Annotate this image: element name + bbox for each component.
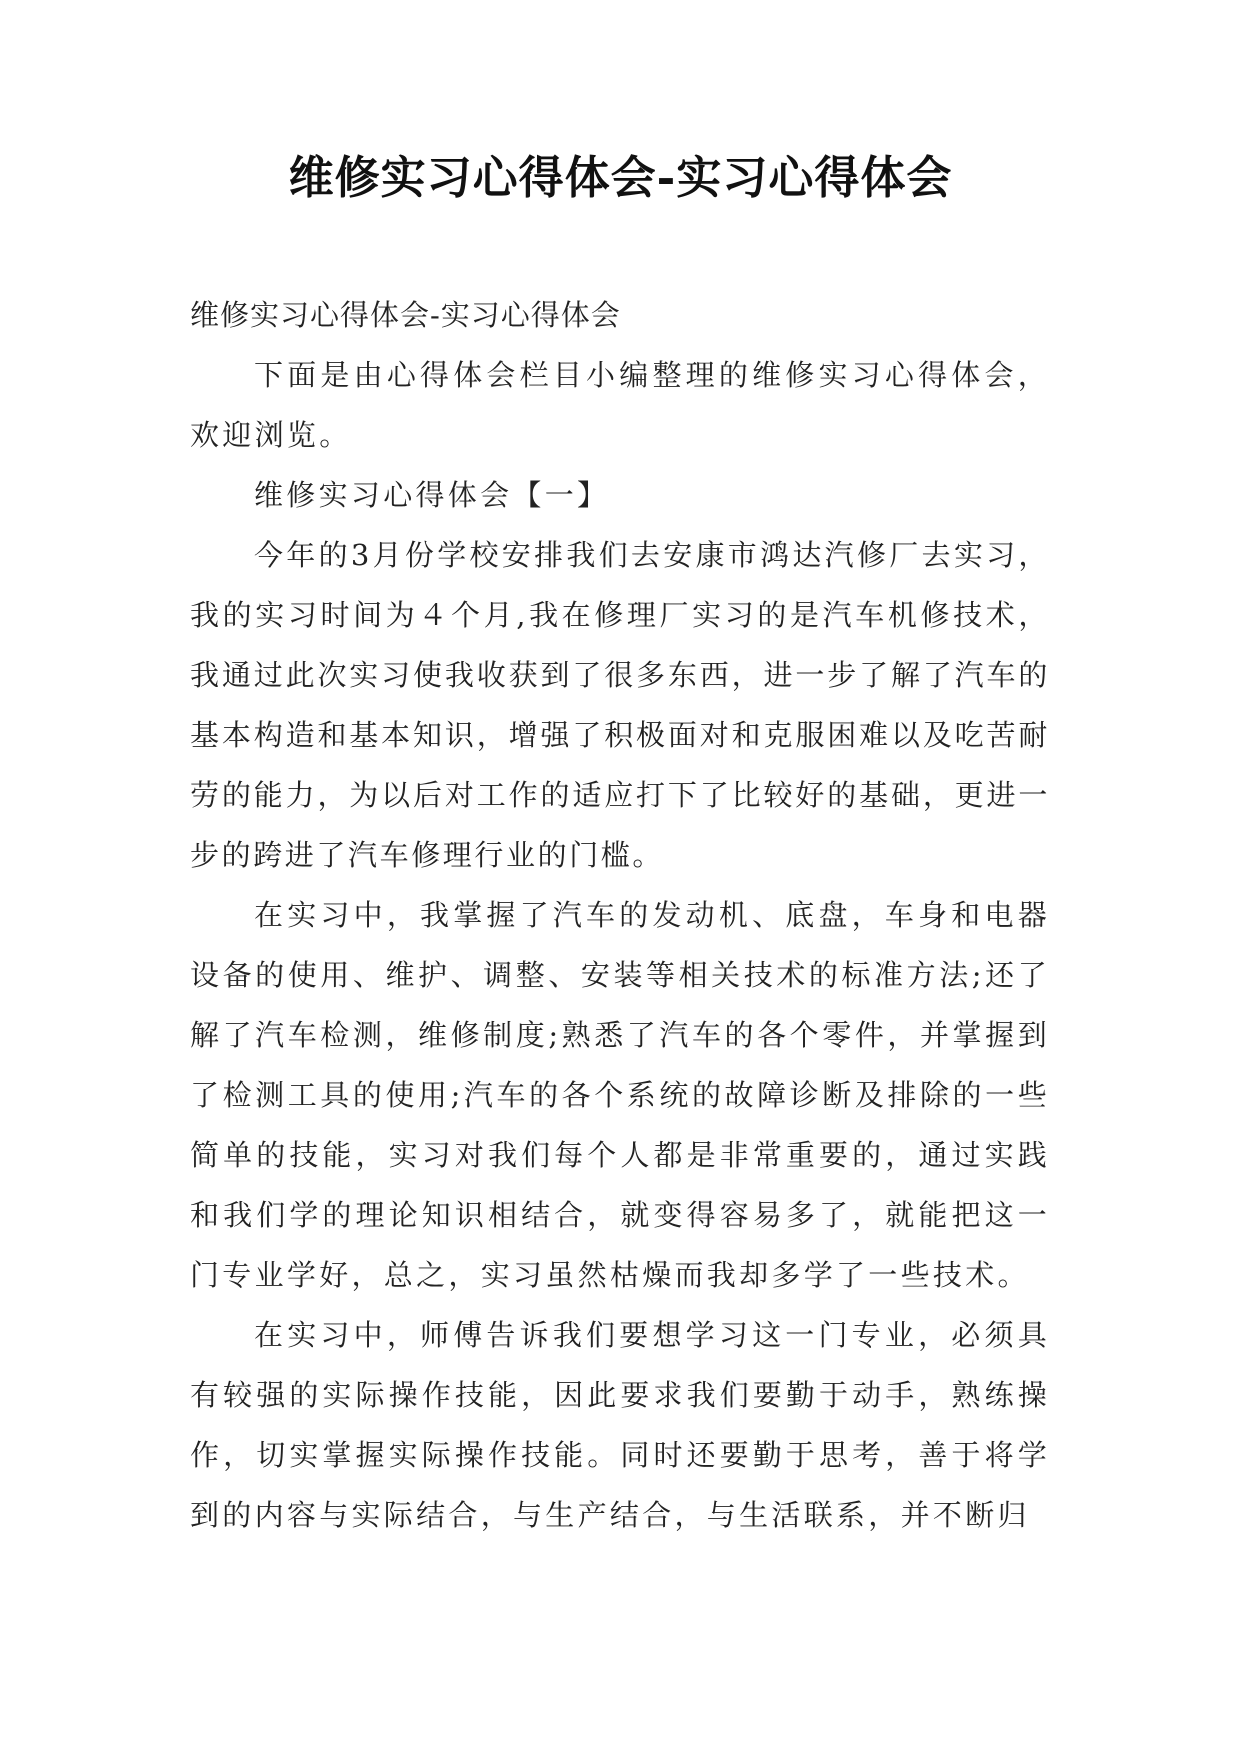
document-subtitle: 维修实习心得体会-实习心得体会 [190, 298, 621, 332]
body-paragraph: 在实习中，师傅告诉我们要想学习这一门专业，必须具有较强的实际操作技能，因此要求我们要勤于动手，熟练操作，切实掌握实际操作技能。同时还要勤于思考，善于将学到的内容与实际结合，与生产结合，与生活联系，并不断归 [190, 1318, 1050, 1532]
section-heading: 维修实习心得体会【一】 [254, 478, 610, 512]
body-paragraph: 今年的3月份学校安排我们去安康市鸿达汽修厂去实习，我的实习时间为４个月,我在修理厂实习的是汽车机修技术，我通过此次实习使我收获到了很多东西，进一步了解了汽车的基本构造和基本知识，增强了积极面对和克服困难以及吃苦耐劳的能力，为以后对工作的适应打下了比较好的基础，更进一步的跨进了汽车修理行业的门槛。 [190, 538, 1050, 872]
body-paragraph: 在实习中，我掌握了汽车的发动机、底盘，车身和电器设备的使用、维护、调整、安装等相关技术的标准方法;还了解了汽车检测，维修制度;熟悉了汽车的各个零件，并掌握到了检测工具的使用;汽车的各个系统的故障诊断及排除的一些简单的技能，实习对我们每个人都是非常重要的，通过实践和我们学的理论知识相结合，就变得容易多了，就能把这一门专业学好，总之，实习虽然枯燥而我却多学了一些技术。 [190, 898, 1050, 1292]
page-title: 维修实习心得体会-实习心得体会 [288, 151, 953, 204]
document-body [190, 285, 1050, 1545]
intro-paragraph: 下面是由心得体会栏目小编整理的维修实习心得体会，欢迎浏览。 [190, 358, 1050, 452]
